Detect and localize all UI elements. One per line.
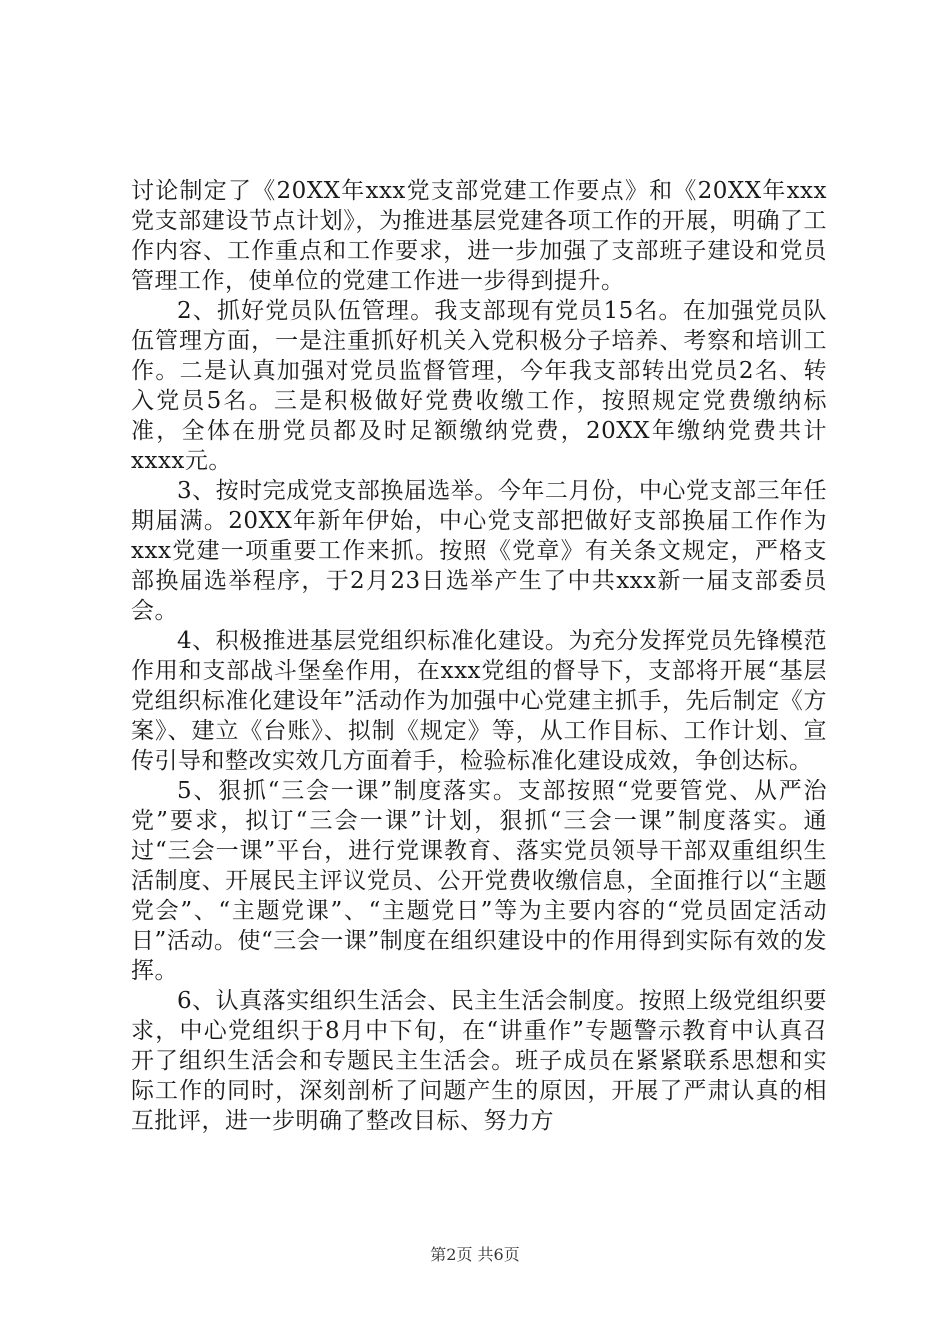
paragraph-item-6: 6、认真落实组织生活会、民主生活会制度。按照上级党组织要求，中心党组织于8月中下旬，在“讲重作”专题警示教育中认真召开了组织生活会和专题民主生活会。班子成员在紧紧联系思想和实际工作的同时，深刻剖析了问题产生的原因，开展了严肃认真的相互批评，进一步明确了整改目标、努力方 bbox=[131, 988, 827, 1134]
page-number-label: 第2页 共6页 bbox=[430, 1245, 520, 1264]
paragraph-item-2: 2、抓好党员队伍管理。我支部现有党员15名。在加强党员队伍管理方面，一是注重抓好机关入党积极分子培养、考察和培训工作。二是认真加强对党员监督管理，今年我支部转出党员2名、转入党员5名。三是积极做好党费收缴工作，按照规定党费缴纳标准，全体在册党员都及时足额缴纳党费，20XX年缴纳党费共计xxxx元。 bbox=[131, 298, 827, 474]
page-footer bbox=[0, 1242, 950, 1265]
paragraph-item-3: 3、按时完成党支部换届选举。今年二月份，中心党支部三年任期届满。20XX年新年伊始，中心党支部把做好支部换届工作作为xxx党建一项重要工作来抓。按照《党章》有关条文规定，严格支部换届选举程序，于2月23日选举产生了中共xxx新一届支部委员会。 bbox=[131, 478, 827, 624]
paragraph-item-4: 4、积极推进基层党组织标准化建设。为充分发挥党员先锋模范作用和支部战斗堡垒作用，在xxx党组的督导下，支部将开展“基层党组织标准化建设年”活动作为加强中心党建主抓手，先后制定《方案》、建立《台账》、拟制《规定》等，从工作目标、工作计划、宣传引导和整改实效几方面着手，检验标准化建设成效，争创达标。 bbox=[131, 628, 827, 774]
paragraph-item-5: 5、狠抓“三会一课”制度落实。支部按照“党要管党、从严治党”要求，拟订“三会一课”计划，狠抓“三会一课”制度落实。通过“三会一课”平台，进行党课教育、落实党员领导干部双重组织生活制度、开展民主评议党员、公开党费收缴信息，全面推行以“主题党会”、“主题党课”、“主题党日”等为主要内容的“党员固定活动日”活动。使“三会一课”制度在组织建设中的作用得到实际有效的发挥。 bbox=[131, 778, 827, 984]
paragraph-continuation: 讨论制定了《20XX年xxx党支部党建工作要点》和《20XX年xxx党支部建设节点计划》，为推进基层党建各项工作的开展，明确了工作内容、工作重点和工作要求，进一步加强了支部班子建设和党员管理工作，使单位的党建工作进一步得到提升。 bbox=[131, 178, 827, 294]
document-body bbox=[131, 176, 827, 1136]
